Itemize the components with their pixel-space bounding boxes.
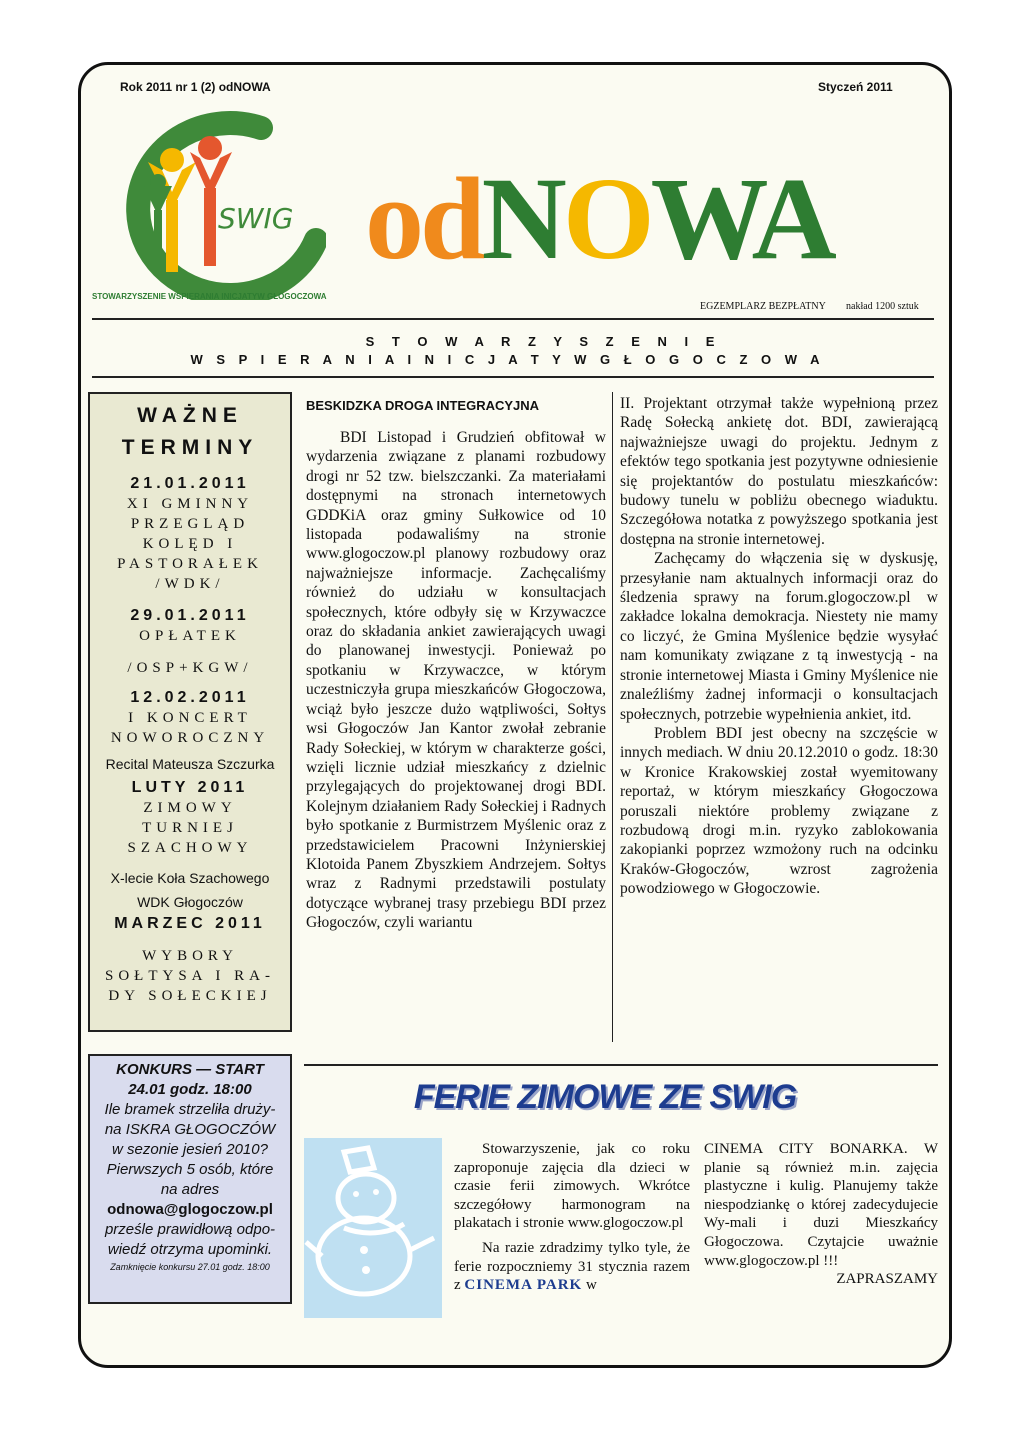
contest-text: Ile bramek strzeliła druży- xyxy=(104,1101,276,1118)
event-text: OPŁATEK xyxy=(139,628,241,644)
contest-box xyxy=(88,1054,292,1304)
header-divider xyxy=(92,318,934,320)
event-text: WDK Głogoczów xyxy=(137,894,243,910)
event-text: /OSP+KGW/ xyxy=(127,660,253,676)
event-text: PASTORAŁEK xyxy=(117,556,263,572)
swig-logo-graphic xyxy=(86,100,326,300)
article-paragraph: Zachęcamy do włączenia się w dyskusję, przesyłanie nam aktualnych informacji oraz do śledzenia sprawy na forum.glogoczow.pl w zakładce lokalna demokracja. Niestety nie mamy co liczyć, że Gmina Myślenice będzie wysyłać nam komunikaty związane z tą inwestycją - na stronie internetowej Miasta i Gminy Myślenice nie znaleźliśmy żadnej informacji o konsultacjach społecznych, potrzebie wypełnienia ankiet, itd. xyxy=(620,550,938,723)
ferie-divider xyxy=(304,1064,938,1066)
contest-text: wiedź otrzyma upominki. xyxy=(107,1241,273,1258)
masthead-od: od xyxy=(365,153,482,284)
banner-divider xyxy=(92,376,934,378)
article-headline: BESKIDZKA DROGA INTEGRACYJNA xyxy=(306,398,540,413)
event-text: Recital Mateusza Szczurka xyxy=(105,756,275,772)
contest-text: na adres xyxy=(160,1181,220,1198)
event-text: /WDK/ xyxy=(155,576,225,592)
issue-number: Rok 2011 nr 1 (2) odNOWA xyxy=(120,80,271,94)
ferie-paragraph: Stowarzyszenie, jak co roku zaproponuje zajęcia dla dzieci w czasie ferii zimowych. Wkrótce szczegółowy harmonogram na plakatach i stronie www.glogoczow.pl xyxy=(454,1141,690,1232)
contest-start: 24.01 godz. 18:00 xyxy=(128,1081,252,1098)
contest-closing: Zamknięcie konkursu 27.01 godz. 18:00 xyxy=(110,1262,270,1272)
masthead-wa: WA xyxy=(650,153,833,284)
ferie-paragraph xyxy=(454,1239,690,1295)
contest-title: KONKURS — START xyxy=(116,1061,264,1078)
event-text: X-lecie Koła Szachowego xyxy=(110,870,270,886)
event-date: 21.01.2011 xyxy=(130,475,250,492)
article-column-2 xyxy=(620,394,938,899)
event-text: XI GMINNY xyxy=(126,496,254,512)
column-divider xyxy=(612,392,613,1042)
ferie-text: w xyxy=(585,1277,597,1294)
org-banner-line1: S T O W A R Z Y S Z E N I E xyxy=(365,334,715,349)
org-banner-line2: W S P I E R A N I A I N I C J A T Y W G Ł O G O C Z O W A xyxy=(190,352,820,367)
important-dates-box xyxy=(88,392,292,1032)
snowman-icon xyxy=(304,1138,442,1318)
contest-text: na ISKRA GŁOGOCZÓW xyxy=(104,1121,276,1138)
dates-title-1: WAŻNE xyxy=(137,404,243,427)
print-run-note: nakład 1200 sztuk xyxy=(846,301,919,312)
free-copy-note: EGZEMPLARZ BEZPŁATNY xyxy=(700,301,826,312)
ferie-paragraph: CINEMA CITY BONARKA. W planie są również m.in. zajęcia plastyczne i kulig. Planujemy także niespodziankę o której zadecydujecie Wy-mali i duzi Mieszkańcy Głogoczowa. Czytajcie uważnie www.glogoczow.pl !!! xyxy=(704,1141,938,1269)
logo-text: SWIG xyxy=(218,202,294,235)
masthead-o: O xyxy=(562,153,651,284)
snowman-illustration xyxy=(304,1138,442,1318)
ferie-column-2 xyxy=(704,1140,938,1289)
event-date: 12.02.2011 xyxy=(130,689,250,706)
ferie-title: FERIE ZIMOWE ZE SWIG xyxy=(413,1078,797,1116)
event-text: WYBORY xyxy=(142,948,238,964)
event-date: 29.01.2011 xyxy=(130,607,250,624)
org-name-small: STOWARZYSZENIE WSPIERANIA INICJATYW GŁOGOCZOWA xyxy=(92,292,327,301)
article-paragraph: II. Projektant otrzymał także wypełnioną przez Radę Sołecką ankietę dot. BDI, zawierającą najważniejsze uwagi do projektu. Jednym z efektów tego spotkania jest pozytywne odniesienie się projektantów do postulatu mieszkańców: budowy tunelu w pobliżu obecnego wiaduktu. Szczegółowa notatka z powyższego spotkania jest dostępna na stronie internetowej. xyxy=(620,395,938,548)
ferie-invitation: ZAPRASZAMY xyxy=(836,1271,938,1288)
event-date: LUTY 2011 xyxy=(131,779,249,796)
contest-email-link[interactable]: odnowa@glogoczow.pl xyxy=(107,1201,273,1218)
article-column-1 xyxy=(306,428,606,933)
dates-title-2: TERMINY xyxy=(121,436,259,459)
event-text: PRZEGLĄD xyxy=(130,516,250,532)
event-text: TURNIEJ xyxy=(142,820,238,836)
event-date: MARZEC 2011 xyxy=(114,915,266,932)
contest-text: prześle prawidłową odpo- xyxy=(104,1221,276,1238)
cinema-park-name: CINEMA PARK xyxy=(464,1277,583,1294)
article-paragraph: Problem BDI jest obecny na szczęście w innych mediach. W dniu 20.12.2010 o godz. 18:30 w Kronice Krakowskiej został wyemitowany reportaż, w którym mieszkańcy Głogoczowa poruszali niektóre problemy związane z rozbudową drogi m.in. ryzyko zablokowania zakopianki poprzez wzmożony ruch na odcinku Kraków-Głogoczów, wzrost zagrożenia powodziowego w Głogoczowie. xyxy=(620,724,938,898)
issue-date: Styczeń 2011 xyxy=(818,80,893,94)
event-text: NOWOROCZNY xyxy=(110,730,270,746)
event-text: DY SOŁECKIEJ xyxy=(108,988,272,1004)
contest-text: Pierwszych 5 osób, które xyxy=(106,1161,274,1178)
event-text: SZACHOWY xyxy=(127,840,253,856)
swig-logo xyxy=(86,100,326,300)
event-text: ZIMOWY xyxy=(143,800,237,816)
ferie-text: Na razie zdradzimy tylko tyle, że ferie rozpoczniemy 31 stycznia razem z xyxy=(454,1239,690,1294)
masthead-title xyxy=(365,153,833,284)
ferie-column-1 xyxy=(454,1140,690,1295)
contest-text: w sezonie jesień 2010? xyxy=(112,1141,268,1158)
event-text: KOLĘD I xyxy=(142,536,238,552)
article-paragraph: BDI Listopad i Grudzień obfitował w wydarzenia związane z planami rozbudowy drogi nr 52 tzw. bielszczanki. Za materiałami dostępnymi na stronach internetowych GDDKiA oraz gminy Sułkowice od 10 listopada podawaliśmy na stronie www.glogoczow.pl planowy rozbudowy oraz najważniejsze informacje. Zachęcaliśmy również do udziału w konsultacjach społecznych, które odbyły się w Krzywaczce oraz do składania ankiet zawierających uwagi do planowanej inwestycji. Ponieważ po spotkaniu w Krzywaczce, w którym uczestniczyła grupa mieszkańców Głogoczowa, wciąż było jeszcze dużo wątpliwości, Sołtys wsi Głogoczów Jan Kantor zwołał zebranie Rady Sołeckiej, w którym w charakterze gości, wzięli licznie udział mieszkańcy z dzielnic przylegających do projektowanej drogi BDI. Kolejnym działaniem Rady Sołeckiej i Radnych było spotkanie z Burmistrzem Myślenic oraz z przedstawicielem Pracowni Inżynierskiej Klotoida Panem Zbyszkiem Andrzejem. Sołtys wraz z Radnymi przedstawili postulaty dotyczące wybranej trasy przebiegu BDI przez Głogoczów, czyli wariantu xyxy=(306,429,606,932)
event-text: I KONCERT xyxy=(128,710,252,726)
event-text: SOŁTYSA I RA- xyxy=(104,968,275,984)
masthead-n: N xyxy=(481,153,563,284)
